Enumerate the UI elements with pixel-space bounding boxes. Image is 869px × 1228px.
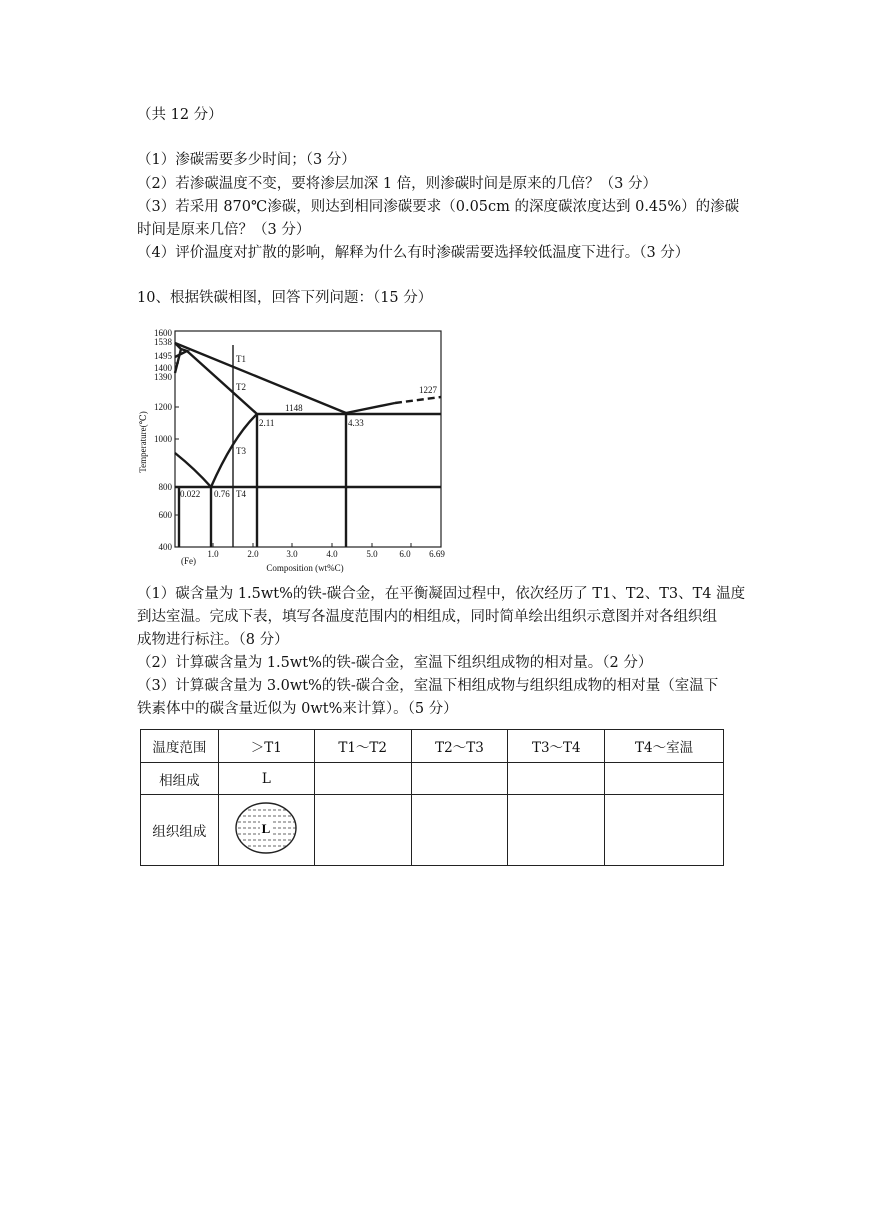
question-10-1-cont: 到达室温。完成下表，填写各温度范围内的相组成，同时简单绘出组织示意图并对各组织组 (137, 609, 717, 625)
question-10-title: 10、根据铁碳相图，回答下列问题：（15 分） (137, 290, 433, 306)
acm-line (211, 414, 257, 487)
label-0-022: 0.022 (180, 489, 201, 499)
structure-cell-above-t1 (218, 795, 314, 866)
plot-frame (175, 331, 441, 547)
table-row (141, 795, 724, 866)
y-tick-1495: 1495 (154, 351, 172, 361)
liquidus-line (175, 343, 346, 413)
x-tick-1: 1.0 (207, 549, 219, 559)
phase-cell-t3-t4[interactable] (508, 763, 605, 795)
label-1227: 1227 (419, 385, 437, 395)
question-9-4: （4）评价温度对扩散的影响，解释为什么有时渗碳需要选择较低温度下进行。（3 分） (137, 245, 690, 261)
x-tick-6-69: 6.69 (429, 549, 445, 559)
header-temperature-range: 温度范围 (141, 730, 219, 763)
score-note: （共 12 分） (137, 107, 223, 123)
question-10-1-cont2: 成物进行标注。（8 分） (137, 632, 289, 648)
y-tick-400: 400 (158, 542, 172, 552)
structure-cell-t4-room[interactable] (605, 795, 724, 866)
y-tick-600: 600 (158, 510, 172, 520)
question-9-1: （1）渗碳需要多少时间；（3 分） (137, 152, 356, 168)
header-t3-t4: T3～T4 (508, 730, 605, 763)
dashed-liquidus (395, 397, 441, 403)
y-tick-1538: 1538 (154, 337, 172, 347)
question-9-2: （2）若渗碳温度不变，要将渗层加深 1 倍，则渗碳时间是原来的几倍？（3 分） (137, 176, 658, 192)
label-t2: T2 (236, 382, 246, 392)
question-9-3: （3）若采用 870℃渗碳，则达到相同渗碳要求（0.05cm 的深度碳浓度达到 0.45%）的渗碳 (137, 199, 740, 215)
phase-cell-t2-t3[interactable] (411, 763, 508, 795)
header-above-t1: ＞T1 (218, 730, 314, 763)
question-10-1: （1）碳含量为 1.5wt%的铁-碳合金，在平衡凝固过程中，依次经历了 T1、T2、T3、T4 温度 (137, 586, 746, 602)
cementite-liquidus (346, 403, 395, 413)
label-1148: 1148 (285, 403, 303, 413)
solidus-line (187, 351, 257, 414)
question-10-3-cont: 铁素体中的碳含量近似为 0wt%来计算）。（5 分） (137, 701, 458, 717)
x-tick-3: 3.0 (286, 549, 298, 559)
table-row (141, 730, 724, 763)
header-t2-t3: T2～T3 (411, 730, 508, 763)
label-t3: T3 (236, 446, 246, 456)
iron-carbon-phase-diagram (135, 327, 453, 573)
phase-cell-above-t1: L (218, 763, 314, 795)
row-label-structure: 组织组成 (141, 795, 219, 866)
x-tick-4: 4.0 (326, 549, 338, 559)
question-9-3-cont: 时间是原来几倍？（3 分） (137, 222, 311, 238)
header-t4-room: T4～室温 (605, 730, 724, 763)
structure-cell-t3-t4[interactable] (508, 795, 605, 866)
x-tick-6: 6.0 (399, 549, 411, 559)
y-tick-1390: 1390 (154, 372, 172, 382)
phase-cell-t4-room[interactable] (605, 763, 724, 795)
label-4-33: 4.33 (348, 418, 364, 428)
label-2-11: 2.11 (259, 418, 275, 428)
answer-table (140, 729, 724, 866)
table-row (141, 763, 724, 795)
row-label-phase: 相组成 (141, 763, 219, 795)
fe-label: (Fe) (181, 556, 196, 566)
question-10-2: （2）计算碳含量为 1.5wt%的铁-碳合金，室温下组织组成物的相对量。（2 分） (137, 655, 653, 671)
x-axis-label: Composition (wt%C) (266, 563, 344, 573)
y-tick-800: 800 (158, 482, 172, 492)
phase-cell-t1-t2[interactable] (314, 763, 411, 795)
y-tick-1600: 1600 (154, 328, 172, 338)
label-0-76: 0.76 (214, 489, 230, 499)
x-tick-5: 5.0 (366, 549, 378, 559)
header-t1-t2: T1～T2 (314, 730, 411, 763)
y-tick-1400: 1400 (154, 363, 172, 373)
liquid-structure-sketch (233, 800, 299, 856)
question-10-3: （3）计算碳含量为 3.0wt%的铁-碳合金，室温下相组成物与组织组成物的相对量（室温下 (137, 678, 719, 694)
x-tick-2: 2.0 (247, 549, 259, 559)
label-t4: T4 (236, 489, 246, 499)
y-tick-1200: 1200 (154, 402, 172, 412)
y-axis-label: Temperature(℃) (138, 411, 148, 473)
label-t1: T1 (236, 354, 246, 364)
structure-cell-t1-t2[interactable] (314, 795, 411, 866)
structure-cell-t2-t3[interactable] (411, 795, 508, 866)
austenite-ferrite-boundary (175, 453, 211, 487)
y-tick-1000: 1000 (154, 434, 172, 444)
structure-sketch-label: L (261, 821, 271, 836)
